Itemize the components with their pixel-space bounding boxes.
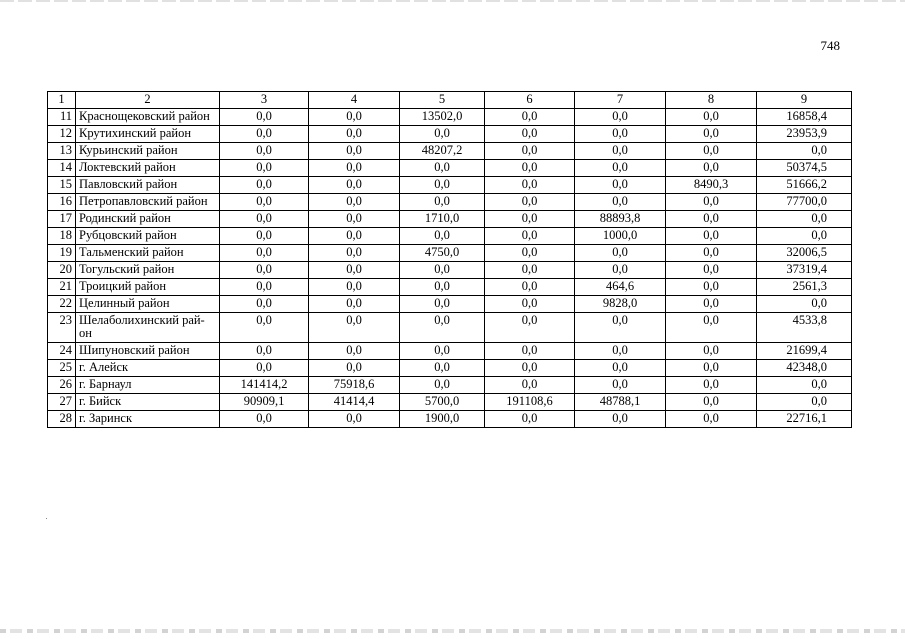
row-number: 13 — [48, 143, 76, 160]
row-number: 27 — [48, 394, 76, 411]
value-cell-col-3: 0,0 — [220, 177, 309, 194]
value-cell-col-5: 0,0 — [400, 126, 485, 143]
scan-speck — [46, 518, 47, 519]
table-row — [48, 143, 852, 160]
value-cell-col-7: 464,6 — [575, 279, 666, 296]
value-cell-col-8: 0,0 — [666, 245, 757, 262]
value-cell-col-8: 0,0 — [666, 394, 757, 411]
value-cell-col-6: 0,0 — [485, 279, 575, 296]
header-cell-1: 1 — [48, 92, 76, 109]
value-cell-col-6: 0,0 — [485, 377, 575, 394]
value-cell-col-9: 51666,2 — [757, 177, 852, 194]
value-cell-col-8: 8490,3 — [666, 177, 757, 194]
scan-edge-top — [0, 0, 905, 2]
row-number: 12 — [48, 126, 76, 143]
value-cell-col-6: 0,0 — [485, 126, 575, 143]
row-number: 11 — [48, 109, 76, 126]
header-cell-6: 6 — [485, 92, 575, 109]
value-cell-col-8: 0,0 — [666, 279, 757, 296]
value-cell-col-7: 0,0 — [575, 194, 666, 211]
value-cell-col-9: 21699,4 — [757, 343, 852, 360]
value-cell-col-6: 0,0 — [485, 245, 575, 262]
district-name: Павловский район — [76, 177, 220, 194]
table-row — [48, 394, 852, 411]
table-row — [48, 160, 852, 177]
value-cell-col-3: 0,0 — [220, 211, 309, 228]
district-name: Тальменский район — [76, 245, 220, 262]
value-cell-col-6: 0,0 — [485, 143, 575, 160]
value-cell-col-9: 32006,5 — [757, 245, 852, 262]
value-cell-col-5: 1710,0 — [400, 211, 485, 228]
district-name: Шелаболихинский рай- он — [76, 313, 220, 343]
value-cell-col-6: 0,0 — [485, 109, 575, 126]
row-number: 28 — [48, 411, 76, 428]
value-cell-col-3: 0,0 — [220, 411, 309, 428]
value-cell-col-7: 1000,0 — [575, 228, 666, 245]
value-cell-col-7: 0,0 — [575, 360, 666, 377]
value-cell-col-3: 0,0 — [220, 109, 309, 126]
value-cell-col-9: 23953,9 — [757, 126, 852, 143]
table-row — [48, 343, 852, 360]
value-cell-col-5: 0,0 — [400, 177, 485, 194]
row-number: 15 — [48, 177, 76, 194]
table-row — [48, 177, 852, 194]
value-cell-col-5: 0,0 — [400, 160, 485, 177]
value-cell-col-3: 0,0 — [220, 296, 309, 313]
table-row — [48, 296, 852, 313]
table-row — [48, 377, 852, 394]
value-cell-col-7: 48788,1 — [575, 394, 666, 411]
value-cell-col-3: 90909,1 — [220, 394, 309, 411]
row-number: 23 — [48, 313, 76, 343]
value-cell-col-9: 4533,8 — [757, 313, 852, 343]
data-table — [47, 91, 852, 428]
value-cell-col-4: 0,0 — [309, 245, 400, 262]
value-cell-col-6: 191108,6 — [485, 394, 575, 411]
value-cell-col-9: 22716,1 — [757, 411, 852, 428]
value-cell-col-8: 0,0 — [666, 377, 757, 394]
value-cell-col-5: 0,0 — [400, 296, 485, 313]
value-cell-col-8: 0,0 — [666, 126, 757, 143]
value-cell-col-9: 16858,4 — [757, 109, 852, 126]
row-number: 20 — [48, 262, 76, 279]
value-cell-col-9: 42348,0 — [757, 360, 852, 377]
table-row — [48, 228, 852, 245]
value-cell-col-7: 0,0 — [575, 109, 666, 126]
value-cell-col-9: 0,0 — [757, 143, 852, 160]
value-cell-col-4: 0,0 — [309, 343, 400, 360]
value-cell-col-6: 0,0 — [485, 262, 575, 279]
district-name: Рубцовский район — [76, 228, 220, 245]
district-name: Локтевский район — [76, 160, 220, 177]
value-cell-col-7: 88893,8 — [575, 211, 666, 228]
district-name: г. Барнаул — [76, 377, 220, 394]
table-row — [48, 126, 852, 143]
value-cell-col-8: 0,0 — [666, 360, 757, 377]
value-cell-col-7: 9828,0 — [575, 296, 666, 313]
value-cell-col-3: 141414,2 — [220, 377, 309, 394]
value-cell-col-5: 0,0 — [400, 360, 485, 377]
value-cell-col-7: 0,0 — [575, 262, 666, 279]
value-cell-col-8: 0,0 — [666, 262, 757, 279]
header-cell-2: 2 — [76, 92, 220, 109]
row-number: 14 — [48, 160, 76, 177]
header-cell-4: 4 — [309, 92, 400, 109]
value-cell-col-3: 0,0 — [220, 126, 309, 143]
value-cell-col-9: 0,0 — [757, 394, 852, 411]
header-cell-5: 5 — [400, 92, 485, 109]
value-cell-col-7: 0,0 — [575, 126, 666, 143]
value-cell-col-4: 0,0 — [309, 177, 400, 194]
value-cell-col-7: 0,0 — [575, 377, 666, 394]
table-row — [48, 313, 852, 343]
value-cell-col-9: 77700,0 — [757, 194, 852, 211]
value-cell-col-6: 0,0 — [485, 313, 575, 343]
value-cell-col-6: 0,0 — [485, 194, 575, 211]
row-number: 26 — [48, 377, 76, 394]
district-name: Шипуновский район — [76, 343, 220, 360]
value-cell-col-9: 37319,4 — [757, 262, 852, 279]
value-cell-col-3: 0,0 — [220, 343, 309, 360]
value-cell-col-5: 4750,0 — [400, 245, 485, 262]
value-cell-col-4: 0,0 — [309, 143, 400, 160]
table-header-row — [48, 92, 852, 109]
value-cell-col-8: 0,0 — [666, 411, 757, 428]
row-number: 17 — [48, 211, 76, 228]
value-cell-col-4: 0,0 — [309, 279, 400, 296]
value-cell-col-8: 0,0 — [666, 194, 757, 211]
value-cell-col-6: 0,0 — [485, 228, 575, 245]
value-cell-col-4: 0,0 — [309, 109, 400, 126]
value-cell-col-3: 0,0 — [220, 360, 309, 377]
district-name: Троицкий район — [76, 279, 220, 296]
value-cell-col-9: 0,0 — [757, 228, 852, 245]
table-body — [48, 92, 852, 428]
table-row — [48, 279, 852, 296]
table-row — [48, 262, 852, 279]
value-cell-col-5: 0,0 — [400, 313, 485, 343]
value-cell-col-6: 0,0 — [485, 343, 575, 360]
value-cell-col-4: 0,0 — [309, 194, 400, 211]
row-number: 21 — [48, 279, 76, 296]
value-cell-col-3: 0,0 — [220, 194, 309, 211]
value-cell-col-3: 0,0 — [220, 228, 309, 245]
value-cell-col-3: 0,0 — [220, 143, 309, 160]
header-cell-3: 3 — [220, 92, 309, 109]
value-cell-col-4: 0,0 — [309, 211, 400, 228]
value-cell-col-4: 0,0 — [309, 160, 400, 177]
value-cell-col-8: 0,0 — [666, 296, 757, 313]
district-name: Целинный район — [76, 296, 220, 313]
page-number: 748 — [820, 38, 840, 53]
district-name: Тогульский район — [76, 262, 220, 279]
value-cell-col-5: 0,0 — [400, 279, 485, 296]
value-cell-col-5: 0,0 — [400, 343, 485, 360]
header-cell-9: 9 — [757, 92, 852, 109]
row-number: 25 — [48, 360, 76, 377]
value-cell-col-9: 2561,3 — [757, 279, 852, 296]
value-cell-col-6: 0,0 — [485, 296, 575, 313]
value-cell-col-8: 0,0 — [666, 160, 757, 177]
row-number: 16 — [48, 194, 76, 211]
row-number: 22 — [48, 296, 76, 313]
value-cell-col-9: 50374,5 — [757, 160, 852, 177]
value-cell-col-6: 0,0 — [485, 160, 575, 177]
scan-edge-bottom — [0, 629, 905, 633]
value-cell-col-8: 0,0 — [666, 228, 757, 245]
value-cell-col-3: 0,0 — [220, 262, 309, 279]
district-name: Петропавловский район — [76, 194, 220, 211]
value-cell-col-7: 0,0 — [575, 313, 666, 343]
table-row — [48, 245, 852, 262]
value-cell-col-4: 41414,4 — [309, 394, 400, 411]
value-cell-col-4: 0,0 — [309, 228, 400, 245]
value-cell-col-7: 0,0 — [575, 245, 666, 262]
table-row — [48, 411, 852, 428]
value-cell-col-5: 0,0 — [400, 262, 485, 279]
value-cell-col-8: 0,0 — [666, 343, 757, 360]
value-cell-col-7: 0,0 — [575, 177, 666, 194]
value-cell-col-6: 0,0 — [485, 411, 575, 428]
value-cell-col-3: 0,0 — [220, 245, 309, 262]
district-name: г. Алейск — [76, 360, 220, 377]
district-name: г. Бийск — [76, 394, 220, 411]
value-cell-col-4: 0,0 — [309, 360, 400, 377]
value-cell-col-5: 0,0 — [400, 228, 485, 245]
value-cell-col-5: 1900,0 — [400, 411, 485, 428]
value-cell-col-4: 0,0 — [309, 411, 400, 428]
row-number: 19 — [48, 245, 76, 262]
value-cell-col-5: 0,0 — [400, 377, 485, 394]
value-cell-col-6: 0,0 — [485, 211, 575, 228]
value-cell-col-3: 0,0 — [220, 279, 309, 296]
value-cell-col-8: 0,0 — [666, 313, 757, 343]
table-row — [48, 360, 852, 377]
value-cell-col-4: 0,0 — [309, 313, 400, 343]
table-row — [48, 109, 852, 126]
value-cell-col-3: 0,0 — [220, 313, 309, 343]
value-cell-col-4: 0,0 — [309, 262, 400, 279]
value-cell-col-4: 0,0 — [309, 296, 400, 313]
value-cell-col-9: 0,0 — [757, 377, 852, 394]
value-cell-col-5: 48207,2 — [400, 143, 485, 160]
district-name: Родинский район — [76, 211, 220, 228]
district-name: Крутихинский район — [76, 126, 220, 143]
district-name: г. Заринск — [76, 411, 220, 428]
table-row — [48, 211, 852, 228]
value-cell-col-3: 0,0 — [220, 160, 309, 177]
district-name: Краснощековский район — [76, 109, 220, 126]
value-cell-col-5: 0,0 — [400, 194, 485, 211]
value-cell-col-8: 0,0 — [666, 211, 757, 228]
value-cell-col-8: 0,0 — [666, 109, 757, 126]
row-number: 18 — [48, 228, 76, 245]
value-cell-col-9: 0,0 — [757, 296, 852, 313]
value-cell-col-5: 5700,0 — [400, 394, 485, 411]
value-cell-col-4: 75918,6 — [309, 377, 400, 394]
value-cell-col-4: 0,0 — [309, 126, 400, 143]
header-cell-8: 8 — [666, 92, 757, 109]
value-cell-col-7: 0,0 — [575, 160, 666, 177]
district-name: Курьинский район — [76, 143, 220, 160]
value-cell-col-8: 0,0 — [666, 143, 757, 160]
value-cell-col-6: 0,0 — [485, 360, 575, 377]
value-cell-col-7: 0,0 — [575, 411, 666, 428]
value-cell-col-9: 0,0 — [757, 211, 852, 228]
value-cell-col-7: 0,0 — [575, 343, 666, 360]
value-cell-col-6: 0,0 — [485, 177, 575, 194]
header-cell-7: 7 — [575, 92, 666, 109]
table-row — [48, 194, 852, 211]
value-cell-col-5: 13502,0 — [400, 109, 485, 126]
row-number: 24 — [48, 343, 76, 360]
value-cell-col-7: 0,0 — [575, 143, 666, 160]
